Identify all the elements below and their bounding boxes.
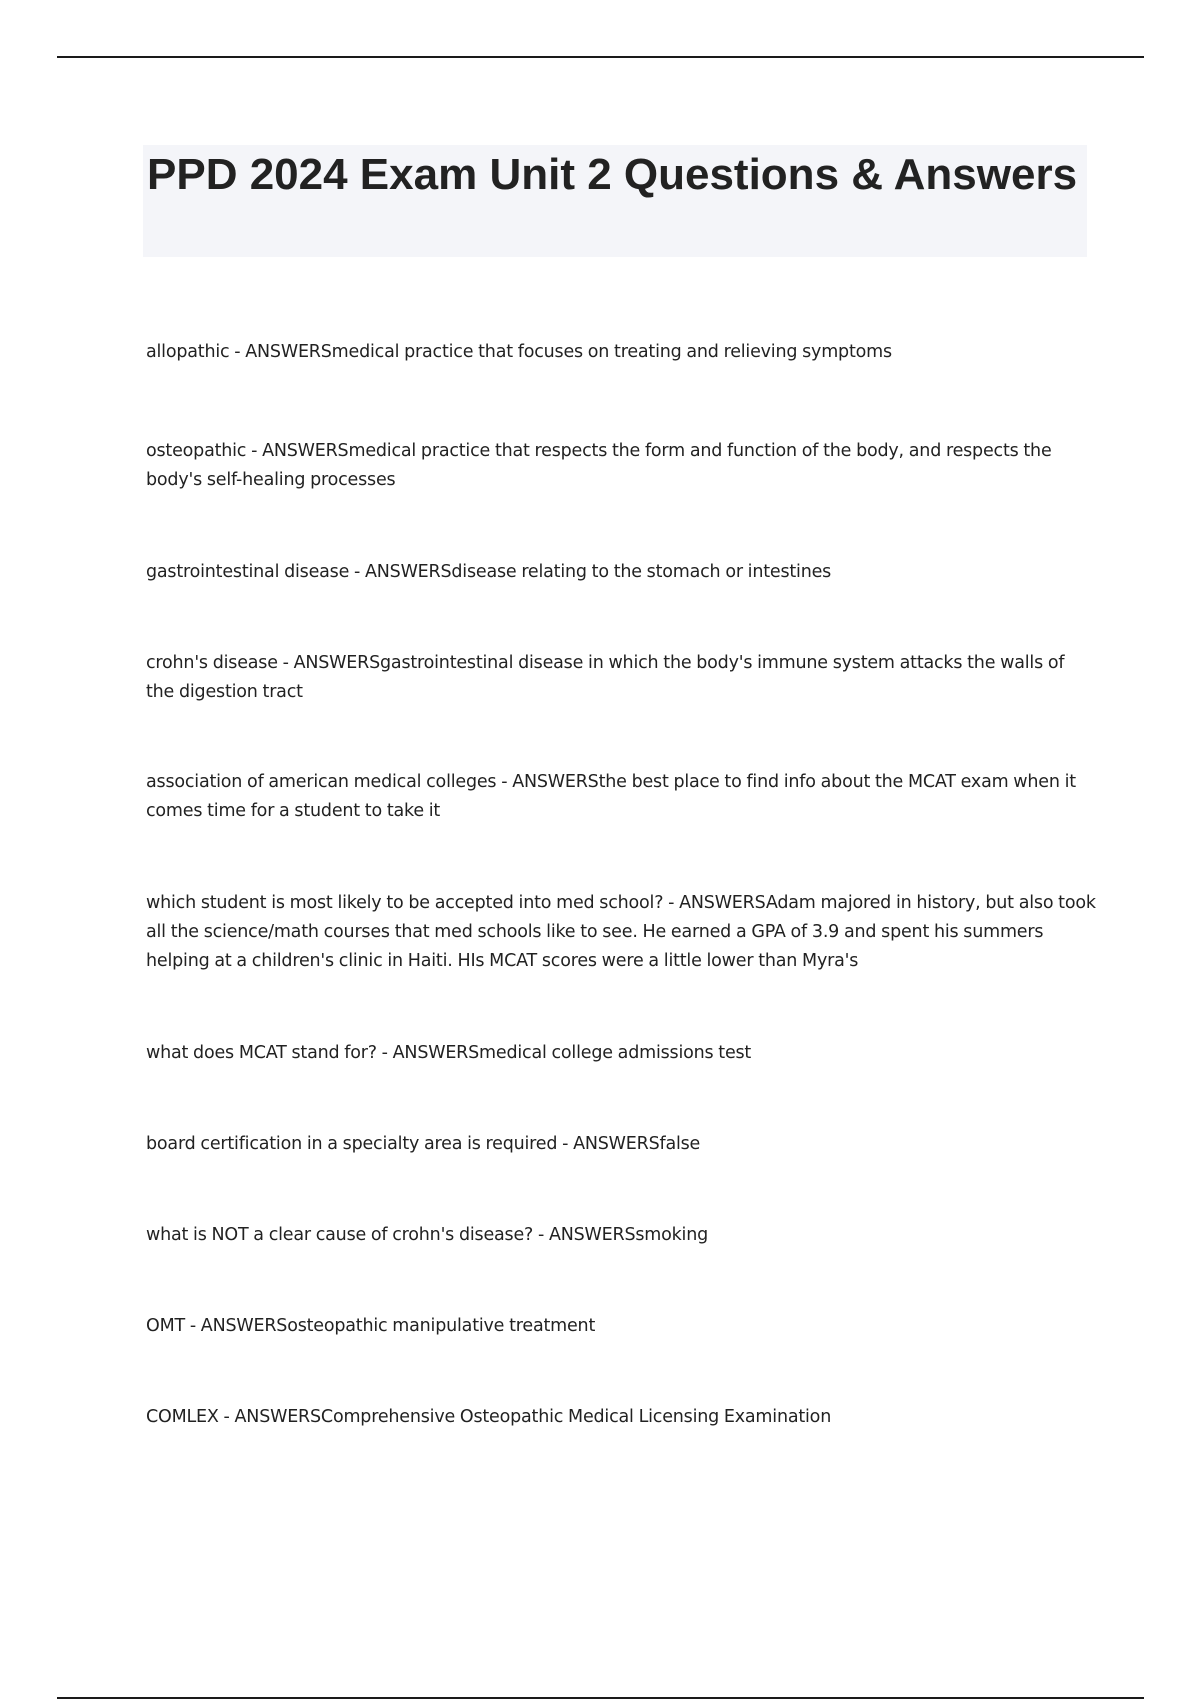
qa-entry: osteopathic - ANSWERSmedical practice that respects the form and function of the body, and respects the body's self-healing processes (146, 441, 1052, 490)
top-divider (57, 56, 1144, 58)
qa-entry: allopathic - ANSWERSmedical practice that focuses on treating and relieving symptoms (146, 342, 892, 362)
title-banner (143, 145, 1087, 257)
qa-entry: crohn's disease - ANSWERSgastrointestinal disease in which the body's immune system attacks the walls of the digestion tract (146, 653, 1065, 702)
qa-entry: what does MCAT stand for? - ANSWERSmedical college admissions test (146, 1043, 752, 1063)
page-title: PPD 2024 Exam Unit 2 Questions & Answers (147, 150, 1078, 199)
qa-entry: OMT - ANSWERSosteopathic manipulative treatment (146, 1316, 596, 1336)
qa-entry: board certification in a specialty area is required - ANSWERSfalse (146, 1134, 701, 1154)
qa-entry: association of american medical colleges - ANSWERSthe best place to find info about the MCAT exam when it comes time for a student to take it (146, 772, 1076, 821)
bottom-divider (57, 1697, 1144, 1699)
qa-entry: gastrointestinal disease - ANSWERSdisease relating to the stomach or intestines (146, 562, 832, 582)
qa-entry: which student is most likely to be accepted into med school? - ANSWERSAdam majored in history, but also took all the science/math courses that med schools like to see. He earned a GPA of 3.9 and spent his summers helping at a children's clinic in Haiti. HIs MCAT scores were a little lower than Myra's (146, 893, 1096, 971)
qa-entry: what is NOT a clear cause of crohn's disease? - ANSWERSsmoking (146, 1225, 709, 1245)
qa-entry: COMLEX - ANSWERSComprehensive Osteopathic Medical Licensing Examination (146, 1407, 832, 1427)
